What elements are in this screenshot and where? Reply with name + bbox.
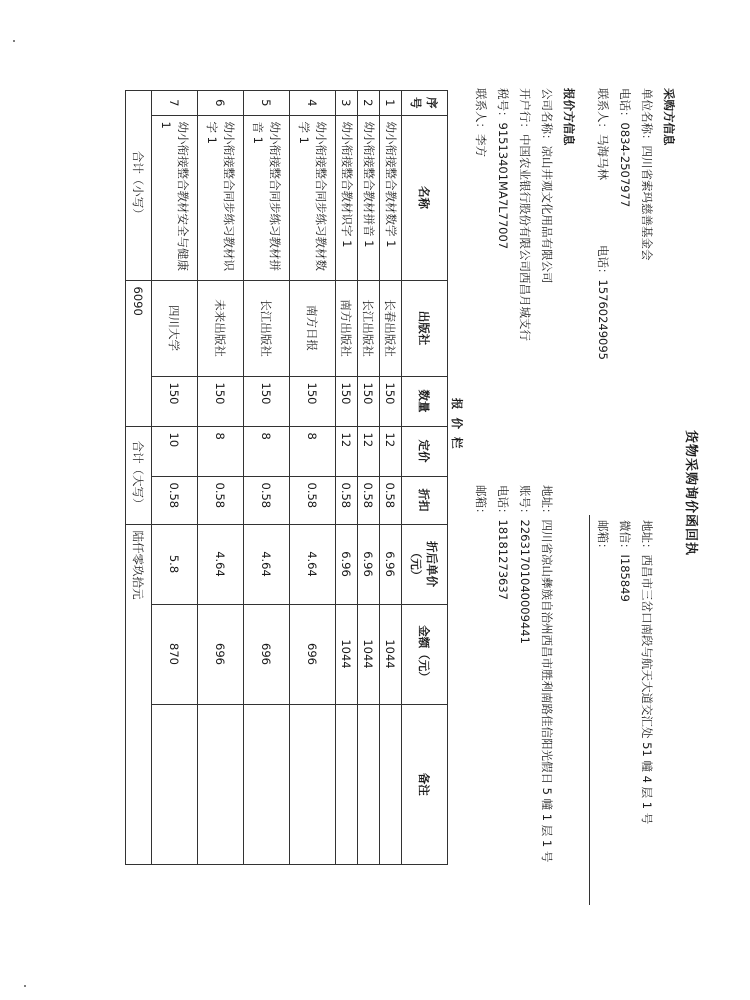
- row-qty: 150: [336, 376, 358, 426]
- supplier-address: 地址：四川省凉山彝族自治州西昌市胜利南路佳信阳光假日 5 幢 1 层 1 号: [540, 485, 554, 863]
- row-discount: 0.58: [358, 476, 380, 524]
- row-qty: 150: [290, 376, 336, 426]
- supplier-company: 公司名称：凉山井观文化用品有限公司: [540, 88, 554, 284]
- row-unit-price: 4.64: [198, 524, 244, 604]
- supplier-phone: 电话：18181273637: [496, 485, 510, 600]
- header-name: 名称: [402, 115, 448, 280]
- row-qty: 150: [152, 376, 198, 426]
- header-qty: 数量: [402, 376, 448, 426]
- total-small-label: 合计（小写）: [126, 91, 152, 281]
- scan-speck: [13, 40, 15, 42]
- buyer-unit: 单位名称：四川省索玛慈善基金会: [640, 88, 654, 261]
- header-no: 序号: [402, 91, 448, 116]
- row-no: 4: [290, 91, 336, 116]
- row-no: 6: [198, 91, 244, 116]
- row-unit-price: 5.8: [152, 524, 198, 604]
- row-no: 2: [358, 91, 380, 116]
- row-note: [198, 704, 244, 865]
- row-publisher: 长春出版社: [380, 280, 402, 376]
- row-note: [336, 704, 358, 865]
- buyer-contact-phone: 电话：15760249095: [596, 245, 610, 360]
- row-publisher: 未来出版社: [198, 280, 244, 376]
- table-header-row: [402, 91, 448, 865]
- row-price: 10: [152, 426, 198, 476]
- row-discount: 0.58: [198, 476, 244, 524]
- row-amount: 1044: [336, 604, 358, 704]
- row-unit-price: 6.96: [358, 524, 380, 604]
- buyer-address: 地址：西昌市三岔口南段与航天大道交汇处 51 幢 4 层 1 号: [640, 520, 654, 825]
- row-no: 3: [336, 91, 358, 116]
- table-row: [336, 91, 358, 865]
- header-discount: 折扣: [402, 476, 448, 524]
- row-discount: 0.58: [380, 476, 402, 524]
- row-name: 幼小衔接整合同步练习教材识字 1: [198, 115, 244, 280]
- row-no: 1: [380, 91, 402, 116]
- row-price: 8: [244, 426, 290, 476]
- row-amount: 696: [244, 604, 290, 704]
- table-row: [152, 91, 198, 865]
- buyer-contact-person: 联系人：马海马林: [596, 88, 610, 180]
- row-unit-price: 6.96: [380, 524, 402, 604]
- row-amount: 1044: [380, 604, 402, 704]
- row-name: 幼小衔接整合教材安全与健康 1: [152, 115, 198, 280]
- row-price: 8: [198, 426, 244, 476]
- row-price: 12: [336, 426, 358, 476]
- table-row: [380, 91, 402, 865]
- row-name: 幼小衔接整合教材识字 1: [336, 115, 358, 280]
- row-discount: 0.58: [290, 476, 336, 524]
- row-publisher: 四川大学: [152, 280, 198, 376]
- row-price: 8: [290, 426, 336, 476]
- row-price: 12: [380, 426, 402, 476]
- row-amount: 1044: [358, 604, 380, 704]
- supplier-bank: 开户行：中国农业银行股份有限公司西昌月城支行: [518, 88, 532, 341]
- row-discount: 0.58: [152, 476, 198, 524]
- table-row: [244, 91, 290, 865]
- row-discount: 0.58: [244, 476, 290, 524]
- buyer-divider: [589, 515, 590, 905]
- table-row: [198, 91, 244, 865]
- header-publisher: 出版社: [402, 280, 448, 376]
- row-unit-price: 4.64: [244, 524, 290, 604]
- row-qty: 150: [380, 376, 402, 426]
- row-publisher: 南方出版社: [336, 280, 358, 376]
- buyer-heading: 采购方信息: [662, 88, 676, 146]
- header-unit-price: 折后单价（元）: [402, 524, 448, 604]
- row-name: 幼小衔接整合同步练习教材数学 1: [290, 115, 336, 280]
- quote-table: [125, 90, 448, 865]
- row-note: [244, 704, 290, 865]
- supplier-account: 账号：22631701040009441: [518, 485, 532, 644]
- buyer-phone: 电话：0834-2507977: [618, 88, 632, 208]
- row-name: 幼小衔接整合同步练习教材拼音 1: [244, 115, 290, 280]
- row-no: 7: [152, 91, 198, 116]
- table-row: [290, 91, 336, 865]
- table-row: [358, 91, 380, 865]
- row-qty: 150: [358, 376, 380, 426]
- table-total-row: [126, 91, 152, 865]
- row-name: 幼小衔接整合教材数学 1: [380, 115, 402, 280]
- row-name: 幼小衔接整合教材拼音 1: [358, 115, 380, 280]
- buyer-email: 邮箱：: [596, 520, 610, 555]
- total-big-value: 陆仟零玖拾元: [126, 524, 152, 865]
- row-qty: 150: [244, 376, 290, 426]
- row-note: [152, 704, 198, 865]
- supplier-heading: 报价方信息: [562, 88, 576, 146]
- header-price: 定价: [402, 426, 448, 476]
- row-no: 5: [244, 91, 290, 116]
- row-note: [380, 704, 402, 865]
- row-price: 12: [358, 426, 380, 476]
- page-title: 货物采购询价函回执: [683, 430, 698, 557]
- total-small-value: 6090: [126, 280, 152, 426]
- scan-speck: [24, 985, 26, 987]
- row-unit-price: 6.96: [336, 524, 358, 604]
- row-publisher: 南方日报: [290, 280, 336, 376]
- header-note: 备注: [402, 704, 448, 865]
- supplier-tax: 税号：91513401MA7L77007: [496, 88, 510, 250]
- row-amount: 696: [290, 604, 336, 704]
- supplier-contact: 联系人：李方: [474, 88, 488, 157]
- row-publisher: 长江出版社: [358, 280, 380, 376]
- quote-heading: 报 价 栏: [450, 398, 464, 451]
- row-publisher: 长江出版社: [244, 280, 290, 376]
- buyer-wechat: 微信：I185849: [618, 520, 632, 602]
- row-discount: 0.58: [336, 476, 358, 524]
- header-amount: 金额（元）: [402, 604, 448, 704]
- row-amount: 870: [152, 604, 198, 704]
- row-note: [358, 704, 380, 865]
- row-amount: 696: [198, 604, 244, 704]
- row-unit-price: 4.64: [290, 524, 336, 604]
- total-big-label: 合计（大写）: [126, 426, 152, 524]
- row-qty: 150: [198, 376, 244, 426]
- row-note: [290, 704, 336, 865]
- supplier-email: 邮箱：: [474, 485, 488, 520]
